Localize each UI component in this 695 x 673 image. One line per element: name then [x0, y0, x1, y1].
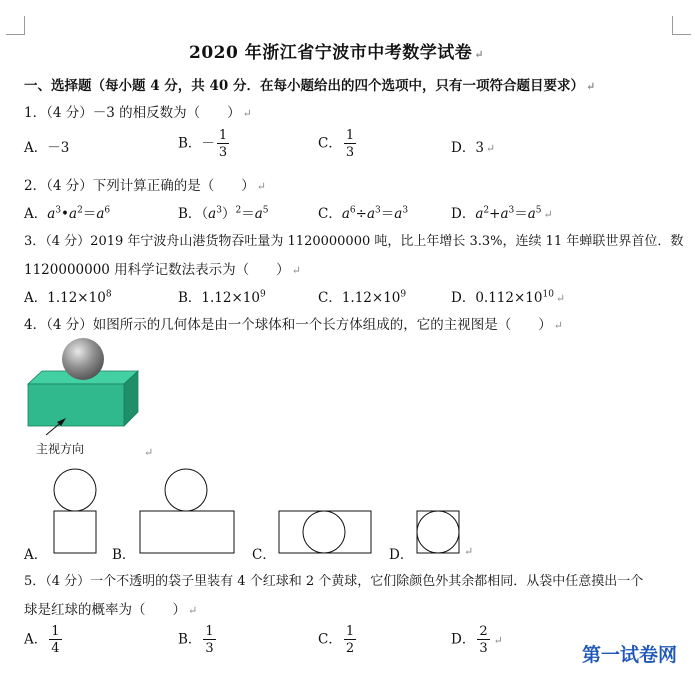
paragraph-mark: ↵: [464, 545, 474, 558]
corner-mark-right: [672, 16, 691, 35]
page-title: 2020 年浙江省宁波市中考数学试卷 ↵: [189, 43, 484, 63]
watermark-logo: 第一试卷网: [582, 644, 678, 666]
q4-option-b-figure: [136, 466, 238, 556]
q1-option-c: C． $\frac{1}{3}$: [318, 128, 355, 160]
q3-stem-line1: 3．（4 分）2019 年宁波舟山港货物吞吐量为 1120000000 吨，比上年增长 3.3%，连续 11 年蝉联世界首位．数: [24, 234, 684, 249]
paragraph-mark: ↵: [144, 446, 154, 459]
q3-option-b: B．$1.12\times 10^9$: [178, 289, 266, 306]
q3-option-d: D．$0.112\times 10^{10}$ ↵: [451, 289, 566, 306]
q4-stem: 4．（4 分）如图所示的几何体是由一个球体和一个长方体组成的，它的主视图是（ ） ↵: [24, 317, 563, 333]
q4-option-a-figure: [50, 466, 100, 556]
q3-option-a: A．$1.12\times 10^8$: [24, 289, 112, 306]
q2-option-b: B．$(a^3)^2=a^5$: [178, 205, 269, 222]
q5-stem-line1: 5．（4 分）一个不透明的袋子里装有 4 个红球和 2 个黄球，它们除颜色外其余都相同．从袋中任意摸出一个: [24, 574, 644, 589]
q4-option-a: A．: [24, 547, 48, 563]
q3-stem-line2: 1120000000 用科学记数法表示为（ ） ↵: [24, 262, 301, 278]
q4-option-b: B．: [112, 547, 136, 563]
q1-option-a: A．－3: [24, 140, 70, 156]
q3-option-c: C．$1.12\times 10^9$: [318, 289, 407, 306]
q2-stem: 2．（4 分）下列计算正确的是（ ） ↵: [24, 178, 266, 194]
q5-option-a: A． $\frac{1}{4}$: [24, 624, 60, 656]
view-direction-label: 主视方向: [36, 442, 85, 456]
q2-option-a: A．$a^3•a^2=a^6$: [24, 205, 111, 222]
q4-option-c: C．: [252, 547, 276, 563]
q4-option-d-figure: [414, 508, 462, 556]
box-front-face: [28, 384, 124, 426]
q1-stem: 1．（4 分）－3 的相反数为（ ） ↵: [24, 105, 252, 121]
q2-option-c: C．$a^6\div a^3=a^3$: [318, 205, 409, 222]
q5-option-d: D． $\frac{2}{3}$ ↵: [451, 624, 503, 656]
q2-option-d: D．$a^2+a^3=a^5$ ↵: [451, 205, 553, 222]
section-heading: 一、选择题（每小题 4 分，共 40 分．在每小题给出的四个选项中，只有一项符合题目要求） ↵: [24, 78, 596, 94]
q4-option-d: D．: [389, 547, 414, 563]
q4-option-c-figure: [276, 508, 374, 556]
q1-option-b: B．－ $\frac{1}{3}$: [178, 128, 228, 160]
corner-mark-left: [6, 16, 25, 35]
q5-option-c: C． $\frac{1}{2}$: [318, 624, 355, 656]
sphere: [62, 338, 104, 380]
q1-option-d: D．3 ↵: [451, 140, 496, 156]
q5-stem-line2: 球是红球的概率为（ ） ↵: [24, 602, 198, 618]
q5-option-b: B． $\frac{1}{3}$: [178, 624, 214, 656]
